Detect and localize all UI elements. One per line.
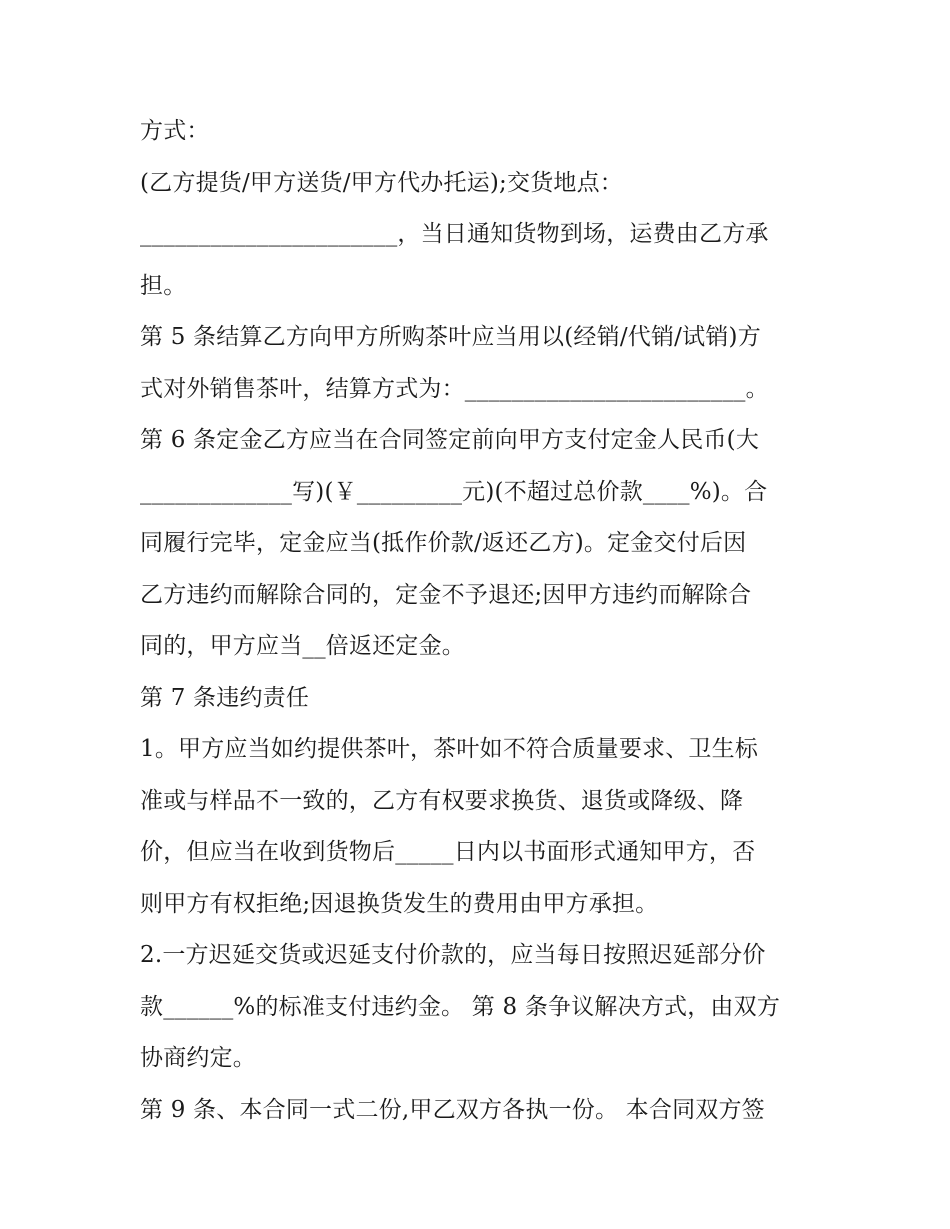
text-line: 担。: [140, 272, 187, 299]
clause-9-line: 第 9 条、本合同一式二份,甲乙双方各执一份。 本合同双方签: [140, 1096, 765, 1123]
text-line: 款______%的标准支付违约金。 第 8 条争议解决方式，由双方: [140, 993, 781, 1020]
text-line: 同履行完毕，定金应当(抵作价款/返还乙方)。定金交付后因: [140, 530, 747, 556]
text-line: 协商约定。: [140, 1045, 256, 1071]
text-line: 价，但应当在收到货物后_____日内以书面形式通知甲方，否: [140, 839, 756, 865]
text-line: (乙方提货/甲方送货/甲方代办托运);交货地点：: [140, 169, 623, 196]
clause-6-line: 第 6 条定金乙方应当在合同签定前向甲方支付定金人民币(大: [140, 427, 760, 453]
text-line: 1。甲方应当如约提供茶叶，茶叶如不符合质量要求、卫生标: [140, 736, 759, 762]
text-line: 2.一方迟延交货或迟延支付价款的，应当每日按照迟延部分价: [140, 942, 766, 968]
clause-7-heading: 第 7 条违约责任: [140, 684, 310, 711]
text-line: 乙方违约而解除合同的，定金不予退还;因甲方违约而解除合: [140, 581, 752, 608]
text-line: ______________________，当日通知货物到场，运费由乙方承: [140, 221, 769, 247]
text-line: _____________写)(￥_________元)(不超过总价款____%)。合: [140, 478, 768, 505]
text-line: 准或与样品不一致的，乙方有权要求换货、退货或降级、降: [140, 787, 744, 814]
text-line: 式对外销售茶叶，结算方式为：________________________。: [140, 375, 769, 402]
text-line: 则甲方有权拒绝;因退换货发生的费用由甲方承担。: [140, 890, 659, 917]
document-body: [140, 106, 820, 1136]
text-line: 方式：: [140, 118, 210, 144]
text-line: 同的，甲方应当__倍返还定金。: [140, 633, 465, 659]
clause-5-line: 第 5 条结算乙方向甲方所购茶叶应当用以(经销/代销/试销)方: [140, 324, 761, 350]
